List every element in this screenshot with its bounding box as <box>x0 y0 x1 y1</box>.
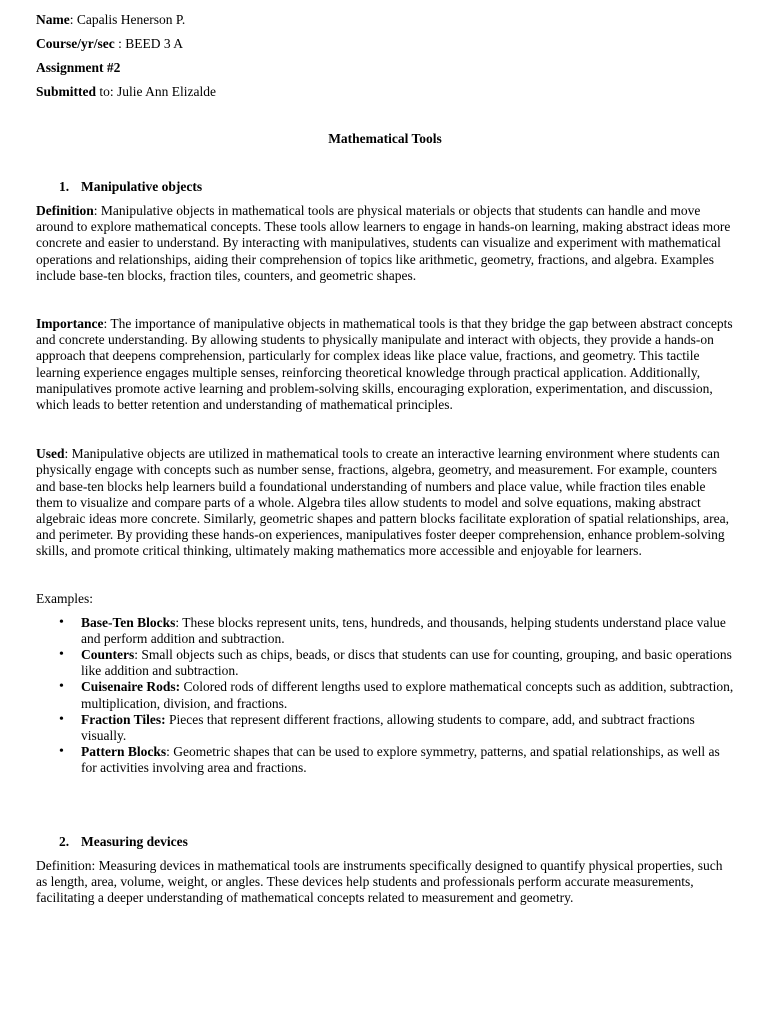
assignment-label: Assignment #2 <box>36 60 121 75</box>
definition-label: Definition <box>36 203 94 218</box>
list-item <box>59 647 734 679</box>
course-line <box>36 36 734 52</box>
section-1-heading <box>36 179 734 195</box>
document-title: Mathematical Tools <box>328 131 442 146</box>
section-1-title: Manipulative objects <box>81 179 203 194</box>
example-text: : These blocks represent units, tens, hundreds, and thousands, helping students understand place value and perform addition and subtraction. <box>81 614 726 646</box>
bullet-icon: • <box>59 647 64 663</box>
submitted-value: to: Julie Ann Elizalde <box>96 84 216 99</box>
list-item <box>59 614 734 647</box>
spacer <box>36 560 734 591</box>
example-term: Pattern Blocks <box>81 744 167 760</box>
bullet-icon: • <box>59 711 64 727</box>
course-value: : BEED 3 A <box>114 36 183 51</box>
name-value: : Capalis Henerson P. <box>69 12 186 27</box>
spacer <box>36 413 734 446</box>
course-label: Course/yr/sec <box>36 36 115 51</box>
bullet-icon: • <box>59 679 64 695</box>
section-1-number: 1. <box>59 179 70 194</box>
bullet-icon: • <box>59 614 64 630</box>
example-text: : Small objects such as chips, beads, or discs that students can use for counting, grouping, and basic operations like addition and subtraction. <box>81 647 732 679</box>
assignment-line <box>36 60 734 76</box>
example-term: Base-Ten Blocks <box>81 614 176 630</box>
example-text: Pieces that represent different fractions, allowing students to compare, add, and subtract fractions visually. <box>81 711 695 744</box>
example-text: Colored rods of different lengths used to explore mathematical concepts such as addition, subtraction, multiplication, division, and fractions. <box>81 679 734 711</box>
importance-text: : The importance of manipulative objects in mathematical tools is that they bridge the gap between abstract concepts and concrete understanding. By allowing students to physically manipulate and interact with objects, they provide a hands-on approach that deepens comprehension, particularly for complex ideas like place value, fractions, and geometry. This tactile learning experience engages multiple senses, reinforcing theoretical knowledge through practical application. Additionally, manipulatives promote active learning and problem-solving skills, encouraging exploration, experimentation, and discussion, which leads to better retention and understanding of mathematical principles. <box>36 316 733 413</box>
used-text: : Manipulative objects are utilized in mathematical tools to create an interactive learning environment where students can physically engage with concepts such as number sense, fractions, algebra, geometry, and measurement. For example, counters and base-ten blocks help learners build a foundational understanding of numbers and place value, while fraction tiles enable them to visualize and compare parts of a whole. Algebra tiles allow students to model and solve equations, making abstract algebraic ideas more concrete. Similarly, geometric shapes and pattern blocks facilitate exploration of spatial relationships, area, and perimeter. By providing these hands-on experiences, manipulatives foster deeper comprehension, enhance problem-solving skills, and promote critical thinking, ultimately making mathematics more accessible and enjoyable for learners. <box>36 446 729 559</box>
name-label: Name <box>36 12 70 27</box>
used-label: Used <box>36 446 65 462</box>
list-item <box>59 711 734 744</box>
measuring-definition-paragraph: Definition: Measuring devices in mathematical tools are instruments specifically designed to quantify physical properties, such as length, area, volume, weight, or angles. These devices help students and professionals perform accurate measurements, facilitating a deeper understanding of mathematical concepts related to measurement and geometry. <box>36 857 723 906</box>
bullet-icon: • <box>59 744 64 760</box>
definition-paragraph <box>36 203 734 284</box>
used-paragraph <box>36 446 734 559</box>
importance-label: Importance <box>36 316 104 332</box>
spacer <box>36 777 734 834</box>
section-2-title: Measuring devices <box>81 833 188 849</box>
examples-list <box>36 615 734 777</box>
example-term: Cuisenaire Rods: <box>81 679 181 695</box>
submitted-line <box>36 84 734 100</box>
section-2-heading <box>36 834 734 850</box>
submitted-label: Submitted <box>36 84 97 99</box>
section-2-number: 2. <box>59 833 70 849</box>
definition-text: : Manipulative objects in mathematical tools are physical materials or objects that students can handle and move around to explore mathematical concepts. These tools allow learners to engage in hands-on learning, making abstract ideas more concrete and easier to understand. By interacting with manipulatives, students can visualize and experiment with mathematical operations and relationships, aiding their comprehension of topics like arithmetic, geometry, fractions, and algebra. Examples include base-ten blocks, fraction tiles, counters, and geometric shapes. <box>36 203 731 283</box>
list-item <box>59 679 734 711</box>
list-item <box>59 744 734 776</box>
examples-label: Examples: <box>36 590 93 606</box>
example-text: : Geometric shapes that can be used to explore symmetry, patterns, and spatial relationships, as well as for activities involving area and fractions. <box>81 744 720 776</box>
spacer <box>36 284 734 316</box>
importance-paragraph <box>36 316 734 413</box>
name-line <box>36 12 734 28</box>
example-term: Fraction Tiles: <box>81 711 166 727</box>
example-term: Counters <box>81 647 135 663</box>
